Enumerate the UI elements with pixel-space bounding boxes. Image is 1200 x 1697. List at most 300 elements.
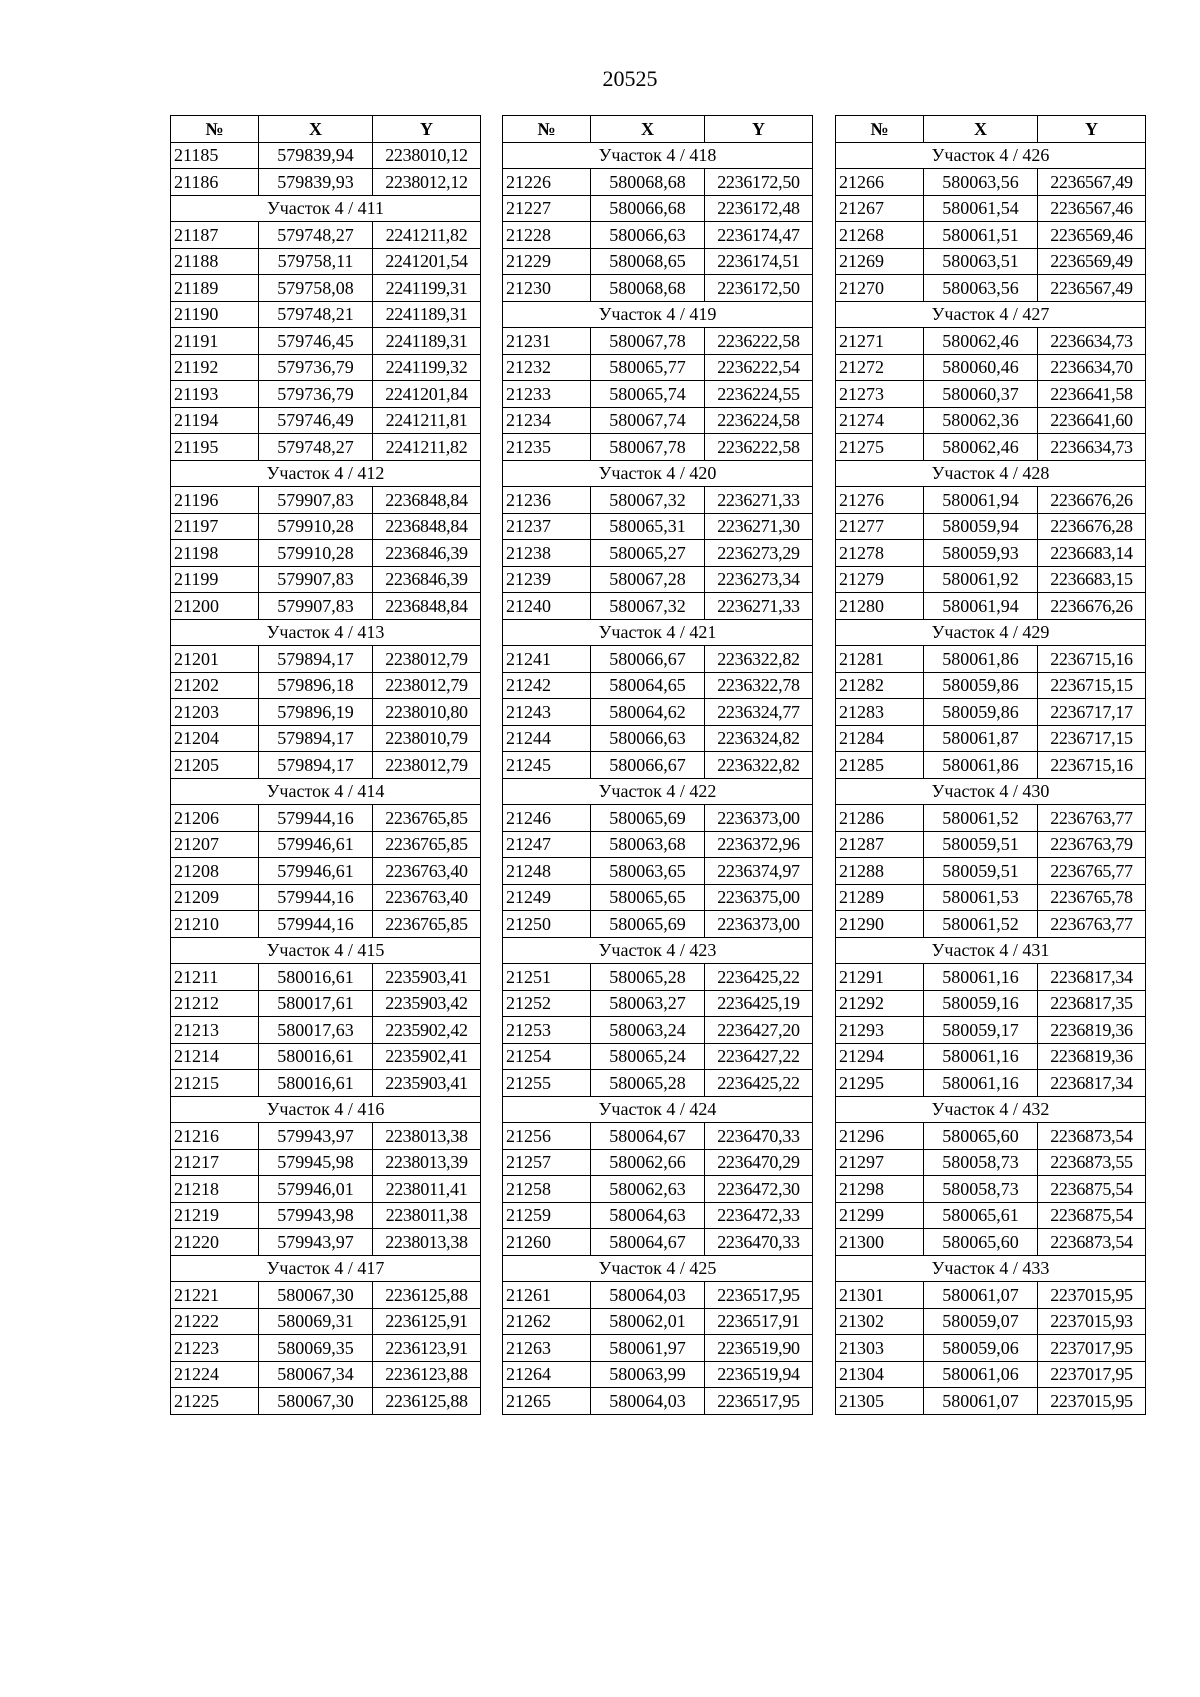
y-coordinate-cell: 2237015,95: [1038, 1388, 1146, 1415]
table-row: [171, 646, 481, 673]
y-coordinate-cell: 2236425,22: [705, 1070, 813, 1097]
point-number-cell: 21187: [171, 222, 259, 249]
point-number-cell: 21257: [503, 1149, 591, 1176]
point-number-cell: 21297: [836, 1149, 924, 1176]
point-number-cell: 21260: [503, 1229, 591, 1256]
point-number-cell: 21298: [836, 1176, 924, 1203]
x-coordinate-cell: 579746,45: [259, 328, 373, 355]
table-row: [503, 1308, 813, 1335]
header-x: X: [591, 116, 705, 143]
y-coordinate-cell: 2238012,79: [373, 672, 481, 699]
table-row: [836, 407, 1146, 434]
section-title: Участок 4 / 412: [171, 460, 481, 487]
x-coordinate-cell: 580065,65: [591, 884, 705, 911]
table-row: [503, 513, 813, 540]
point-number-cell: 21191: [171, 328, 259, 355]
x-coordinate-cell: 579907,83: [259, 566, 373, 593]
x-coordinate-cell: 580061,06: [924, 1361, 1038, 1388]
section-title: Участок 4 / 418: [503, 142, 813, 169]
x-coordinate-cell: 580061,52: [924, 911, 1038, 938]
x-coordinate-cell: 580059,94: [924, 513, 1038, 540]
point-number-cell: 21275: [836, 434, 924, 461]
y-coordinate-cell: 2236569,46: [1038, 222, 1146, 249]
point-number-cell: 21270: [836, 275, 924, 302]
header-row: [836, 116, 1146, 143]
point-number-cell: 21243: [503, 699, 591, 726]
y-coordinate-cell: 2236634,73: [1038, 434, 1146, 461]
table-row: [171, 725, 481, 752]
table-row: [503, 858, 813, 885]
section-row: [503, 142, 813, 169]
header-y: Y: [373, 116, 481, 143]
x-coordinate-cell: 579946,61: [259, 831, 373, 858]
table-row: [171, 566, 481, 593]
x-coordinate-cell: 579736,79: [259, 354, 373, 381]
y-coordinate-cell: 2236569,49: [1038, 248, 1146, 275]
point-number-cell: 21263: [503, 1335, 591, 1362]
y-coordinate-cell: 2235902,41: [373, 1043, 481, 1070]
point-number-cell: 21218: [171, 1176, 259, 1203]
section-row: [503, 937, 813, 964]
x-coordinate-cell: 580064,03: [591, 1388, 705, 1415]
point-number-cell: 21205: [171, 752, 259, 779]
point-number-cell: 21293: [836, 1017, 924, 1044]
x-coordinate-cell: 580058,73: [924, 1176, 1038, 1203]
table-row: [836, 487, 1146, 514]
y-coordinate-cell: 2236322,82: [705, 646, 813, 673]
x-coordinate-cell: 580065,24: [591, 1043, 705, 1070]
x-coordinate-cell: 580059,51: [924, 858, 1038, 885]
x-coordinate-cell: 580061,51: [924, 222, 1038, 249]
table-row: [503, 248, 813, 275]
table-row: [171, 301, 481, 328]
table-row: [171, 911, 481, 938]
table-row: [836, 381, 1146, 408]
table-row: [836, 1388, 1146, 1415]
y-coordinate-cell: 2236817,34: [1038, 964, 1146, 991]
y-coordinate-cell: 2236123,88: [373, 1361, 481, 1388]
x-coordinate-cell: 580064,67: [591, 1123, 705, 1150]
x-coordinate-cell: 580067,30: [259, 1388, 373, 1415]
point-number-cell: 21305: [836, 1388, 924, 1415]
y-coordinate-cell: 2236848,84: [373, 487, 481, 514]
y-coordinate-cell: 2236765,85: [373, 805, 481, 832]
y-coordinate-cell: 2237017,95: [1038, 1361, 1146, 1388]
table-row: [171, 513, 481, 540]
table-row: [171, 487, 481, 514]
x-coordinate-cell: 580067,34: [259, 1361, 373, 1388]
y-coordinate-cell: 2236763,77: [1038, 911, 1146, 938]
table-row: [503, 699, 813, 726]
section-title: Участок 4 / 411: [171, 195, 481, 222]
y-coordinate-cell: 2236717,15: [1038, 725, 1146, 752]
section-title: Участок 4 / 430: [836, 778, 1146, 805]
section-row: [171, 778, 481, 805]
table-row: [503, 646, 813, 673]
x-coordinate-cell: 580061,52: [924, 805, 1038, 832]
x-coordinate-cell: 579894,17: [259, 752, 373, 779]
y-coordinate-cell: 2236373,00: [705, 805, 813, 832]
y-coordinate-cell: 2236641,60: [1038, 407, 1146, 434]
x-coordinate-cell: 580069,35: [259, 1335, 373, 1362]
point-number-cell: 21208: [171, 858, 259, 885]
point-number-cell: 21233: [503, 381, 591, 408]
x-coordinate-cell: 580067,32: [591, 593, 705, 620]
point-number-cell: 21241: [503, 646, 591, 673]
y-coordinate-cell: 2236875,54: [1038, 1202, 1146, 1229]
point-number-cell: 21250: [503, 911, 591, 938]
y-coordinate-cell: 2236641,58: [1038, 381, 1146, 408]
y-coordinate-cell: 2236222,58: [705, 434, 813, 461]
point-number-cell: 21230: [503, 275, 591, 302]
y-coordinate-cell: 2235903,42: [373, 990, 481, 1017]
x-coordinate-cell: 580065,28: [591, 964, 705, 991]
point-number-cell: 21279: [836, 566, 924, 593]
y-coordinate-cell: 2235903,41: [373, 1070, 481, 1097]
y-coordinate-cell: 2236873,54: [1038, 1229, 1146, 1256]
point-number-cell: 21206: [171, 805, 259, 832]
point-number-cell: 21216: [171, 1123, 259, 1150]
y-coordinate-cell: 2236765,78: [1038, 884, 1146, 911]
x-coordinate-cell: 580068,68: [591, 275, 705, 302]
y-coordinate-cell: 2236271,33: [705, 487, 813, 514]
y-coordinate-cell: 2238013,38: [373, 1123, 481, 1150]
point-number-cell: 21285: [836, 752, 924, 779]
table-row: [836, 990, 1146, 1017]
x-coordinate-cell: 580062,66: [591, 1149, 705, 1176]
x-coordinate-cell: 579896,18: [259, 672, 373, 699]
point-number-cell: 21284: [836, 725, 924, 752]
table-row: [171, 381, 481, 408]
x-coordinate-cell: 580016,61: [259, 964, 373, 991]
table-row: [836, 699, 1146, 726]
table-row: [503, 354, 813, 381]
header-x: X: [259, 116, 373, 143]
x-coordinate-cell: 580068,65: [591, 248, 705, 275]
table-row: [171, 1308, 481, 1335]
y-coordinate-cell: 2236273,34: [705, 566, 813, 593]
x-coordinate-cell: 579839,93: [259, 169, 373, 196]
x-coordinate-cell: 579748,21: [259, 301, 373, 328]
x-coordinate-cell: 580059,86: [924, 699, 1038, 726]
table-row: [171, 699, 481, 726]
x-coordinate-cell: 579894,17: [259, 725, 373, 752]
y-coordinate-cell: 2236517,95: [705, 1388, 813, 1415]
point-number-cell: 21276: [836, 487, 924, 514]
y-coordinate-cell: 2236273,29: [705, 540, 813, 567]
section-title: Участок 4 / 420: [503, 460, 813, 487]
point-number-cell: 21249: [503, 884, 591, 911]
table-row: [836, 1176, 1146, 1203]
table-row: [503, 884, 813, 911]
table-row: [171, 407, 481, 434]
table-row: [836, 1335, 1146, 1362]
table-row: [503, 593, 813, 620]
table-row: [171, 593, 481, 620]
x-coordinate-cell: 580064,62: [591, 699, 705, 726]
y-coordinate-cell: 2236715,16: [1038, 752, 1146, 779]
table-row: [171, 1388, 481, 1415]
y-coordinate-cell: 2236676,26: [1038, 487, 1146, 514]
x-coordinate-cell: 579943,97: [259, 1123, 373, 1150]
point-number-cell: 21253: [503, 1017, 591, 1044]
table-row: [503, 1149, 813, 1176]
table-body: [503, 142, 813, 1414]
table-row: [503, 1176, 813, 1203]
section-title: Участок 4 / 425: [503, 1255, 813, 1282]
table-row: [836, 593, 1146, 620]
y-coordinate-cell: 2236765,85: [373, 911, 481, 938]
x-coordinate-cell: 579944,16: [259, 805, 373, 832]
y-coordinate-cell: 2236425,22: [705, 964, 813, 991]
section-row: [836, 301, 1146, 328]
y-coordinate-cell: 2238010,12: [373, 142, 481, 169]
table-row: [171, 884, 481, 911]
table-row: [836, 964, 1146, 991]
point-number-cell: 21252: [503, 990, 591, 1017]
x-coordinate-cell: 580060,46: [924, 354, 1038, 381]
table-row: [836, 513, 1146, 540]
y-coordinate-cell: 2236634,70: [1038, 354, 1146, 381]
x-coordinate-cell: 579839,94: [259, 142, 373, 169]
x-coordinate-cell: 580063,99: [591, 1361, 705, 1388]
x-coordinate-cell: 580059,86: [924, 672, 1038, 699]
point-number-cell: 21262: [503, 1308, 591, 1335]
x-coordinate-cell: 579758,08: [259, 275, 373, 302]
table-row: [503, 169, 813, 196]
y-coordinate-cell: 2235903,41: [373, 964, 481, 991]
section-title: Участок 4 / 421: [503, 619, 813, 646]
x-coordinate-cell: 580066,63: [591, 222, 705, 249]
table-row: [503, 1361, 813, 1388]
point-number-cell: 21238: [503, 540, 591, 567]
point-number-cell: 21240: [503, 593, 591, 620]
point-number-cell: 21290: [836, 911, 924, 938]
y-coordinate-cell: 2237017,95: [1038, 1335, 1146, 1362]
coordinates-table-2: [502, 115, 813, 1415]
point-number-cell: 21267: [836, 195, 924, 222]
point-number-cell: 21224: [171, 1361, 259, 1388]
y-coordinate-cell: 2238010,80: [373, 699, 481, 726]
table-row: [503, 1123, 813, 1150]
section-title: Участок 4 / 431: [836, 937, 1146, 964]
x-coordinate-cell: 579946,01: [259, 1176, 373, 1203]
x-coordinate-cell: 580062,63: [591, 1176, 705, 1203]
y-coordinate-cell: 2238011,41: [373, 1176, 481, 1203]
table-row: [171, 1123, 481, 1150]
table-row: [503, 990, 813, 1017]
x-coordinate-cell: 580065,74: [591, 381, 705, 408]
x-coordinate-cell: 580060,37: [924, 381, 1038, 408]
point-number-cell: 21223: [171, 1335, 259, 1362]
table-row: [503, 222, 813, 249]
x-coordinate-cell: 580063,68: [591, 831, 705, 858]
point-number-cell: 21228: [503, 222, 591, 249]
x-coordinate-cell: 579758,11: [259, 248, 373, 275]
section-row: [503, 301, 813, 328]
y-coordinate-cell: 2236817,35: [1038, 990, 1146, 1017]
point-number-cell: 21248: [503, 858, 591, 885]
table-row: [171, 540, 481, 567]
y-coordinate-cell: 2238010,79: [373, 725, 481, 752]
point-number-cell: 21229: [503, 248, 591, 275]
point-number-cell: 21198: [171, 540, 259, 567]
x-coordinate-cell: 580068,68: [591, 169, 705, 196]
point-number-cell: 21266: [836, 169, 924, 196]
table-row: [503, 1202, 813, 1229]
x-coordinate-cell: 579748,27: [259, 222, 373, 249]
section-title: Участок 4 / 415: [171, 937, 481, 964]
point-number-cell: 21283: [836, 699, 924, 726]
section-title: Участок 4 / 426: [836, 142, 1146, 169]
table-row: [836, 248, 1146, 275]
y-coordinate-cell: 2236717,17: [1038, 699, 1146, 726]
x-coordinate-cell: 579748,27: [259, 434, 373, 461]
y-coordinate-cell: 2236517,91: [705, 1308, 813, 1335]
point-number-cell: 21209: [171, 884, 259, 911]
section-title: Участок 4 / 427: [836, 301, 1146, 328]
point-number-cell: 21269: [836, 248, 924, 275]
table-row: [836, 911, 1146, 938]
point-number-cell: 21281: [836, 646, 924, 673]
section-row: [503, 1096, 813, 1123]
x-coordinate-cell: 580061,54: [924, 195, 1038, 222]
point-number-cell: 21227: [503, 195, 591, 222]
section-title: Участок 4 / 428: [836, 460, 1146, 487]
point-number-cell: 21246: [503, 805, 591, 832]
table-row: [836, 1229, 1146, 1256]
table-row: [836, 222, 1146, 249]
point-number-cell: 21254: [503, 1043, 591, 1070]
x-coordinate-cell: 580061,87: [924, 725, 1038, 752]
table-row: [503, 1388, 813, 1415]
y-coordinate-cell: 2236848,84: [373, 513, 481, 540]
table-row: [171, 672, 481, 699]
table-row: [171, 1017, 481, 1044]
section-row: [171, 1096, 481, 1123]
table-row: [503, 964, 813, 991]
y-coordinate-cell: 2238012,79: [373, 752, 481, 779]
y-coordinate-cell: 2237015,95: [1038, 1282, 1146, 1309]
point-number-cell: 21301: [836, 1282, 924, 1309]
point-number-cell: 21299: [836, 1202, 924, 1229]
y-coordinate-cell: 2236222,58: [705, 328, 813, 355]
point-number-cell: 21186: [171, 169, 259, 196]
x-coordinate-cell: 580058,73: [924, 1149, 1038, 1176]
x-coordinate-cell: 580065,60: [924, 1229, 1038, 1256]
point-number-cell: 21274: [836, 407, 924, 434]
x-coordinate-cell: 580061,94: [924, 487, 1038, 514]
y-coordinate-cell: 2236172,48: [705, 195, 813, 222]
table-row: [836, 1043, 1146, 1070]
section-row: [836, 778, 1146, 805]
point-number-cell: 21247: [503, 831, 591, 858]
y-coordinate-cell: 2236425,19: [705, 990, 813, 1017]
x-coordinate-cell: 580067,30: [259, 1282, 373, 1309]
section-row: [503, 619, 813, 646]
section-title: Участок 4 / 433: [836, 1255, 1146, 1282]
x-coordinate-cell: 580066,68: [591, 195, 705, 222]
x-coordinate-cell: 580063,27: [591, 990, 705, 1017]
table-row: [836, 1017, 1146, 1044]
y-coordinate-cell: 2236372,96: [705, 831, 813, 858]
table-row: [171, 858, 481, 885]
y-coordinate-cell: 2236676,28: [1038, 513, 1146, 540]
table-row: [836, 1149, 1146, 1176]
header-row: [171, 116, 481, 143]
x-coordinate-cell: 580059,07: [924, 1308, 1038, 1335]
section-row: [171, 937, 481, 964]
point-number-cell: 21272: [836, 354, 924, 381]
point-number-cell: 21304: [836, 1361, 924, 1388]
y-coordinate-cell: 2238013,38: [373, 1229, 481, 1256]
point-number-cell: 21235: [503, 434, 591, 461]
x-coordinate-cell: 579944,16: [259, 884, 373, 911]
table-row: [503, 1335, 813, 1362]
x-coordinate-cell: 579907,83: [259, 593, 373, 620]
x-coordinate-cell: 580061,86: [924, 752, 1038, 779]
y-coordinate-cell: 2237015,93: [1038, 1308, 1146, 1335]
y-coordinate-cell: 2236567,49: [1038, 169, 1146, 196]
x-coordinate-cell: 580066,67: [591, 646, 705, 673]
x-coordinate-cell: 580063,65: [591, 858, 705, 885]
table-row: [171, 831, 481, 858]
x-coordinate-cell: 580061,16: [924, 1043, 1038, 1070]
y-coordinate-cell: 2238013,39: [373, 1149, 481, 1176]
point-number-cell: 21221: [171, 1282, 259, 1309]
table-row: [503, 275, 813, 302]
y-coordinate-cell: 2236765,77: [1038, 858, 1146, 885]
x-coordinate-cell: 580061,53: [924, 884, 1038, 911]
table-row: [503, 328, 813, 355]
table-row: [171, 248, 481, 275]
y-coordinate-cell: 2241211,81: [373, 407, 481, 434]
table-row: [503, 487, 813, 514]
x-coordinate-cell: 580062,01: [591, 1308, 705, 1335]
table-row: [503, 1043, 813, 1070]
y-coordinate-cell: 2236271,33: [705, 593, 813, 620]
table-row: [836, 1308, 1146, 1335]
header-number: №: [836, 116, 924, 143]
x-coordinate-cell: 580059,16: [924, 990, 1038, 1017]
table-row: [171, 1282, 481, 1309]
table-row: [503, 407, 813, 434]
point-number-cell: 21210: [171, 911, 259, 938]
y-coordinate-cell: 2236567,49: [1038, 275, 1146, 302]
table-row: [503, 911, 813, 938]
y-coordinate-cell: 2236683,15: [1038, 566, 1146, 593]
point-number-cell: 21286: [836, 805, 924, 832]
point-number-cell: 21236: [503, 487, 591, 514]
x-coordinate-cell: 580065,27: [591, 540, 705, 567]
x-coordinate-cell: 580064,65: [591, 672, 705, 699]
section-row: [503, 778, 813, 805]
y-coordinate-cell: 2236873,55: [1038, 1149, 1146, 1176]
x-coordinate-cell: 580059,06: [924, 1335, 1038, 1362]
table-row: [503, 805, 813, 832]
x-coordinate-cell: 579910,28: [259, 540, 373, 567]
section-row: [503, 1255, 813, 1282]
y-coordinate-cell: 2236873,54: [1038, 1123, 1146, 1150]
y-coordinate-cell: 2236846,39: [373, 566, 481, 593]
x-coordinate-cell: 580061,16: [924, 1070, 1038, 1097]
table-row: [171, 434, 481, 461]
point-number-cell: 21219: [171, 1202, 259, 1229]
x-coordinate-cell: 580016,61: [259, 1043, 373, 1070]
section-row: [171, 195, 481, 222]
section-row: [836, 1255, 1146, 1282]
point-number-cell: 21214: [171, 1043, 259, 1070]
